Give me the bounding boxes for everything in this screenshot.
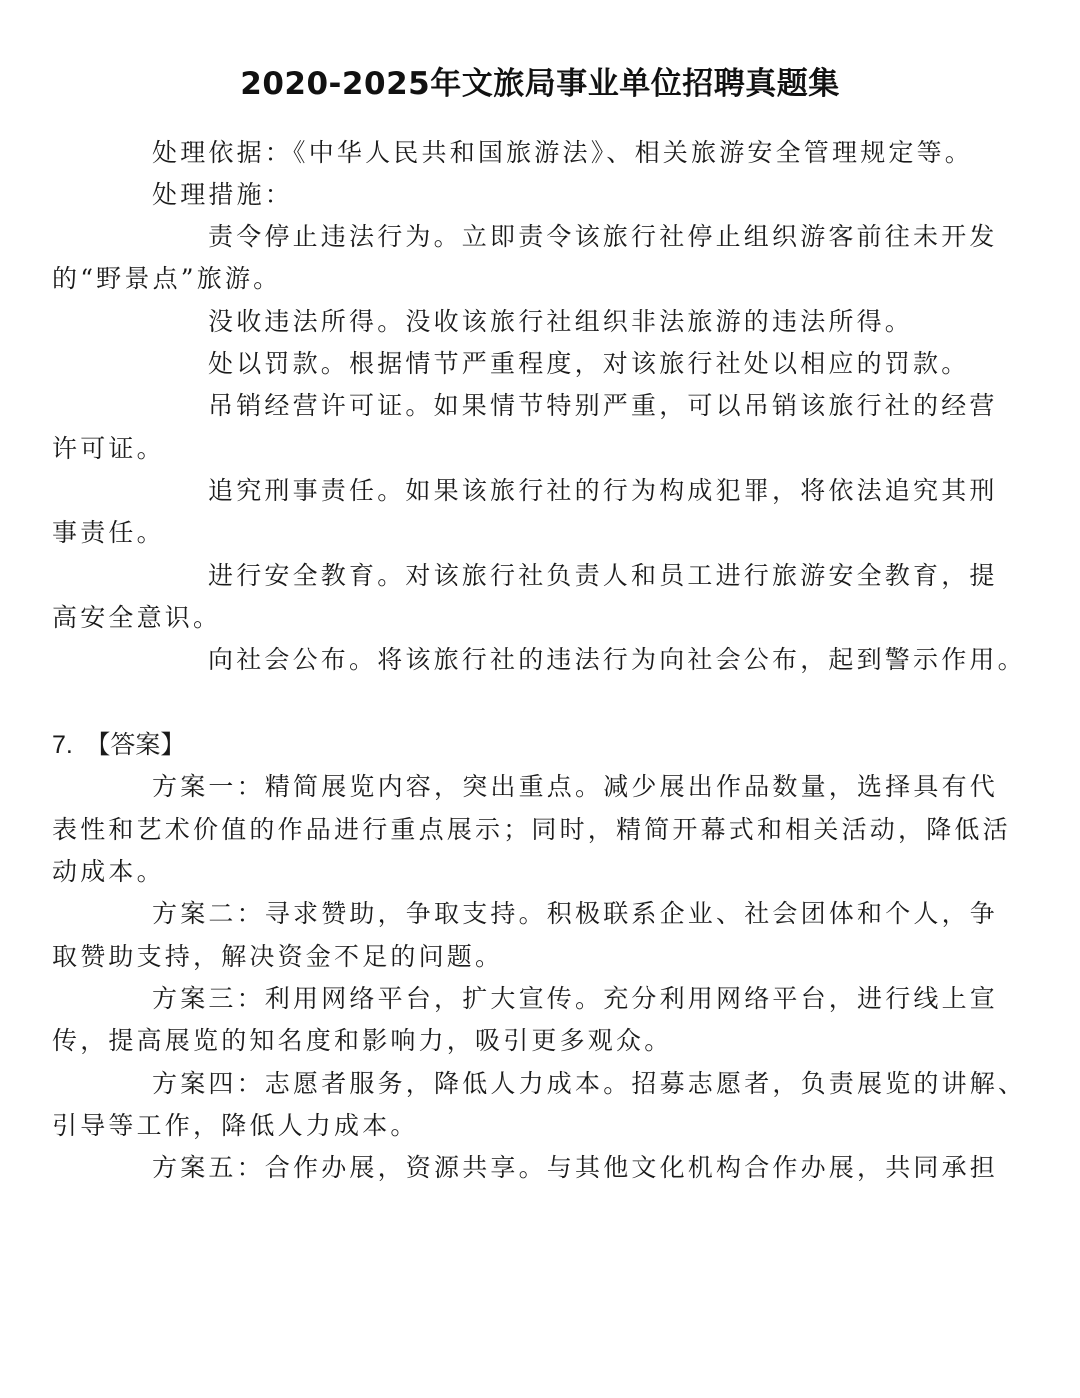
text-line: 处理依据：《中华人民共和国旅游法》、相关旅游安全管理规定等。	[152, 138, 974, 167]
answer-heading: 7. 【答案】	[52, 731, 186, 759]
text-line: 没收违法所得。没收该旅行社组织非法旅游的违法所得。	[208, 307, 914, 336]
text-line: 进行安全教育。对该旅行社负责人和员工进行旅游安全教育，提	[208, 561, 998, 590]
text-line: 的“野景点”旅游。	[52, 264, 282, 293]
text-line: 处理措施：	[152, 180, 294, 209]
text-line: 方案五：合作办展，资源共享。与其他文化机构合作办展，共同承担	[152, 1153, 999, 1182]
text-line: 责令停止违法行为。立即责令该旅行社停止组织游客前往未开发	[208, 222, 998, 251]
text-line: 引导等工作，降低人力成本。	[52, 1111, 419, 1140]
text-line: 高安全意识。	[52, 603, 222, 632]
page-title: 2020-2025年文旅局事业单位招聘真题集	[240, 66, 840, 102]
text-line: 吊销经营许可证。如果情节特别严重，可以吊销该旅行社的经营	[208, 391, 998, 420]
text-line: 表性和艺术价值的作品进行重点展示；同时，精简开幕式和相关活动，降低活	[52, 815, 1011, 844]
text-line: 方案一：精简展览内容，突出重点。减少展出作品数量，选择具有代	[152, 772, 999, 801]
text-line: 事责任。	[52, 518, 165, 547]
text-line: 动成本。	[52, 857, 165, 886]
text-line: 处以罚款。根据情节严重程度，对该旅行社处以相应的罚款。	[208, 349, 970, 378]
text-line: 方案四：志愿者服务，降低人力成本。招募志愿者，负责展览的讲解、	[152, 1069, 1027, 1098]
text-line: 向社会公布。将该旅行社的违法行为向社会公布，起到警示作用。	[208, 645, 1026, 674]
text-line: 方案二：寻求赞助，争取支持。积极联系企业、社会团体和个人，争	[152, 899, 999, 928]
text-line: 取赞助支持，解决资金不足的问题。	[52, 942, 504, 971]
text-line: 传，提高展览的知名度和影响力，吸引更多观众。	[52, 1026, 673, 1055]
text-line: 追究刑事责任。如果该旅行社的行为构成犯罪，将依法追究其刑	[208, 476, 998, 505]
text-line: 方案三：利用网络平台，扩大宣传。充分利用网络平台，进行线上宣	[152, 984, 999, 1013]
text-line: 许可证。	[52, 434, 165, 463]
